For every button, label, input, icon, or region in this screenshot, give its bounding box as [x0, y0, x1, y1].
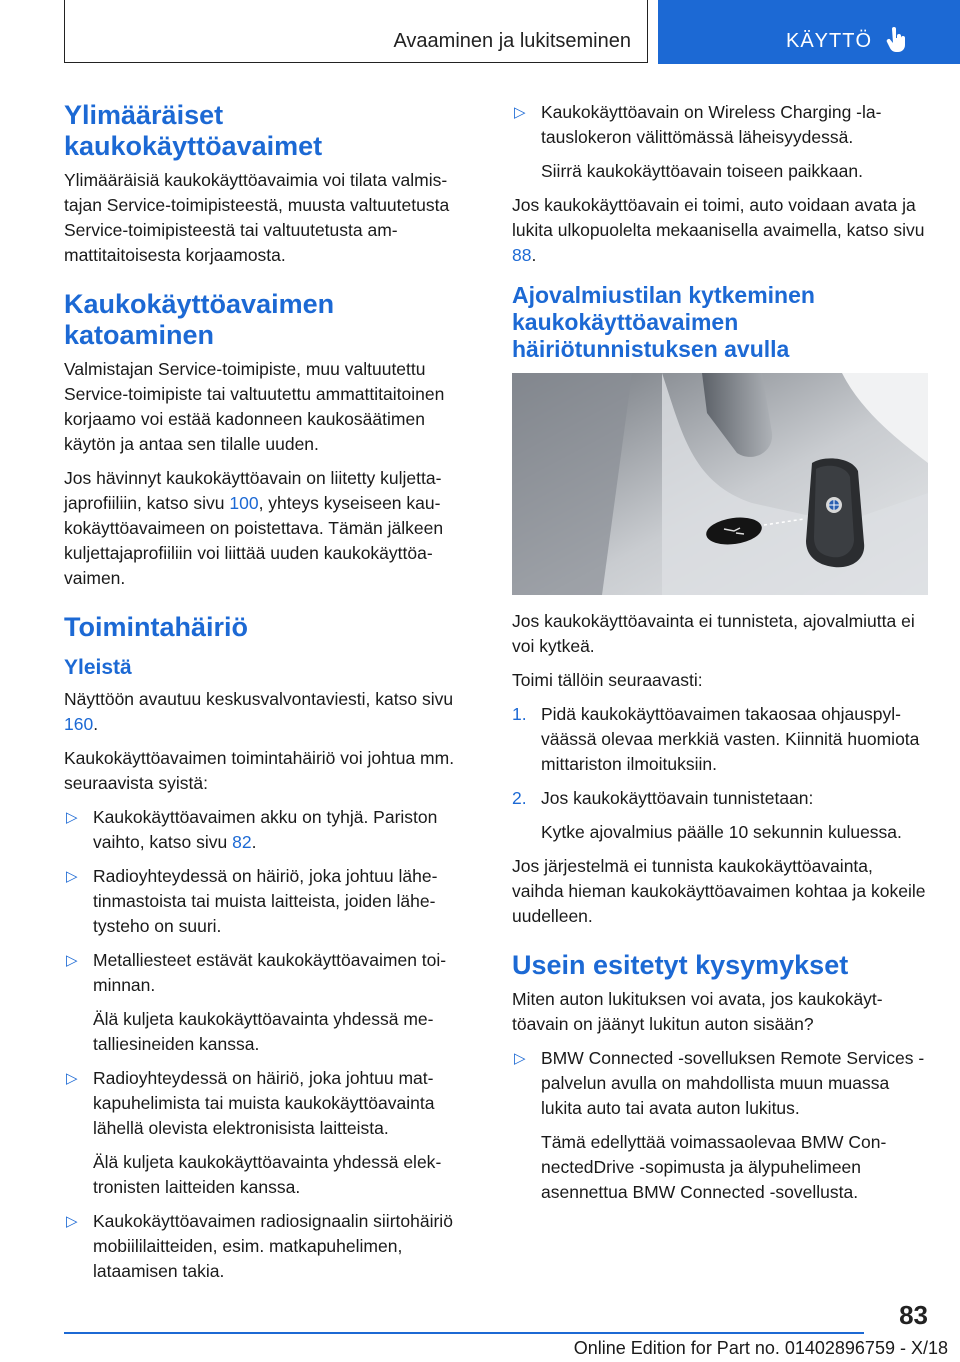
bullet-icon: ▷: [66, 1213, 78, 1230]
heading-interference: Ajovalmiustilan kytkeminen kaukokäyttöavaimen häiriötunnistuksen avulla: [512, 282, 815, 362]
section-title: Avaaminen ja lukitseminen: [393, 30, 631, 52]
list-item-note: Älä kuljeta kaukokäyttöavainta yhdessä elektronisten laitteiden kanssa.: [93, 1152, 442, 1197]
chapter-tab[interactable]: [658, 0, 960, 64]
interference-text-2: Toimi tällöin seuraavasti:: [512, 670, 703, 690]
extra-keys-text: Ylimääräisiä kaukokäyttöavaimia voi tilata valmistajan Service-toimipisteestä, muusta valtuutetusta Service-toimipisteestä tai valtuutetusta ammattitaitoisesta korjaamosta.: [64, 170, 450, 265]
list-item: ▷ Kaukokäyttöavaimen radiosignaalin siirtohäiriö mobiililaitteiden, esim. matkapuhelimen, lataamisen takia.: [66, 1211, 453, 1281]
list-item-note: Älä kuljeta kaukokäyttöavainta yhdessä metalliesineiden kanssa.: [93, 1009, 434, 1054]
step-item: 2. Jos kaukokäyttöavain tunnistetaan:: [512, 786, 927, 811]
bullet-icon: ▷: [66, 952, 78, 969]
bullet-icon: ▷: [514, 1050, 526, 1067]
list-item: ▷ Kaukokäyttöavaimen akku on tyhjä. Pariston vaihto, katso sivu 82.: [66, 807, 438, 852]
step-number: 1.: [512, 704, 527, 724]
bullet-icon: ▷: [66, 868, 78, 885]
page-number: 83: [899, 1300, 928, 1330]
faq-question: Miten auton lukituksen voi avata, jos kaukokäyttöavain on jäänyt lukitun auton sisään?: [512, 989, 883, 1034]
list-item-note: Siirrä kaukokäyttöavain toiseen paikkaan.: [541, 161, 863, 181]
steering-column-key-photo: [512, 373, 928, 595]
step-note: Kytke ajovalmius päälle 10 sekunnin kuluessa.: [541, 822, 902, 842]
footer-edition: Online Edition for Part no. 01402896759 - X/18: [573, 1338, 948, 1358]
list-item: ▷ Metalliesteet estävät kaukokäyttöavaimen toiminnan.: [66, 950, 447, 995]
chapter-title: KÄYTTÖ: [786, 30, 873, 52]
hand-pointer-icon: [886, 27, 908, 53]
mechanical-key-text: Jos kaukokäyttöavain ei toimi, auto voidaan avata ja lukita ulkopuolelta mekaanisella avaimella, katso sivu 88.: [512, 195, 925, 265]
malfunction-text-1: Näyttöön avautuu keskusvalvontaviesti, katso sivu 160.: [64, 689, 454, 734]
page-link-100[interactable]: 100: [229, 493, 259, 513]
heading-lost-key: Kaukokäyttöavaimen katoaminen: [64, 289, 335, 350]
malfunction-text-2: Kaukokäyttöavaimen toimintahäiriö voi johtua mm. seuraavista syistä:: [64, 748, 455, 793]
heading-faq: Usein esitetyt kysymykset: [512, 950, 849, 980]
interference-text-3: Jos järjestelmä ei tunnista kaukokäyttöavainta, vaihda hieman kaukokäyttöavaimen kohtaa ja kokeile uudelleen.: [512, 856, 926, 926]
subheading-general: Yleistä: [64, 656, 132, 679]
left-column: [64, 100, 479, 1293]
heading-malfunction: Toimintahäiriö: [64, 612, 249, 642]
bullet-icon: ▷: [66, 809, 78, 826]
right-column: [512, 100, 927, 1214]
page-link-160[interactable]: 160: [64, 714, 94, 734]
heading-extra-keys: Ylimääräiset kaukokäyttöavaimet: [64, 100, 323, 161]
list-item: ▷ Radioyhteydessä on häiriö, joka johtuu matkapuhelimista tai muista kaukokäyttöavainta lähellä olevista elektronisista laitteista.: [66, 1068, 435, 1138]
page-link-82[interactable]: 82: [232, 832, 252, 852]
bullet-icon: ▷: [66, 1070, 78, 1087]
list-item: ▷ Radioyhteydessä on häiriö, joka johtuu lähetinmastoista tai muista laitteista, joiden lähetysteho on suuri.: [66, 866, 438, 936]
lost-key-text-1: Valmistajan Service-toimipiste, muu valtuutettu Service-toimipiste tai valtuutettu ammattitaitoinen korjaamo voi estää kadonneen kaukosäätimen käytön ja antaa sen tilalle uuden.: [64, 359, 445, 454]
list-item-note: Tämä edellyttää voimassaolevaa BMW ConnectedDrive -sopimusta ja älypuhelimeen asennettua BMW Connected -sovellusta.: [541, 1132, 887, 1202]
bullet-icon: ▷: [514, 104, 526, 121]
step-number: 2.: [512, 788, 527, 808]
lost-key-text-2: Jos hävinnyt kaukokäyttöavain on liitetty kuljettajaprofiiliin, katso sivu 100, yhteys kyseiseen kaukokäyttöavaimeen on poistettava. Tämän jälkeen kuljettajaprofiiliin voi liittää uuden kaukokäyttöavaimen.: [64, 468, 444, 588]
footer-divider: [64, 1332, 864, 1334]
page-link-88[interactable]: 88: [512, 245, 532, 265]
step-item: 1. Pidä kaukokäyttöavaimen takaosaa ohjauspylväässä olevaa merkkiä vasten. Kiinnitä huomiota mittariston ilmoituksiin.: [512, 704, 920, 774]
list-item: ▷ Kaukokäyttöavain on Wireless Charging -latauslokeron välittömässä läheisyydessä.: [514, 102, 882, 147]
header-section-box: [64, 0, 648, 63]
interference-text-1: Jos kaukokäyttöavainta ei tunnisteta, ajovalmiutta ei voi kytkeä.: [512, 611, 915, 656]
list-item: ▷ BMW Connected -sovelluksen Remote Services -palvelun avulla on mahdollista muun muassa lukita auto tai avata auton lukitus.: [514, 1048, 925, 1118]
